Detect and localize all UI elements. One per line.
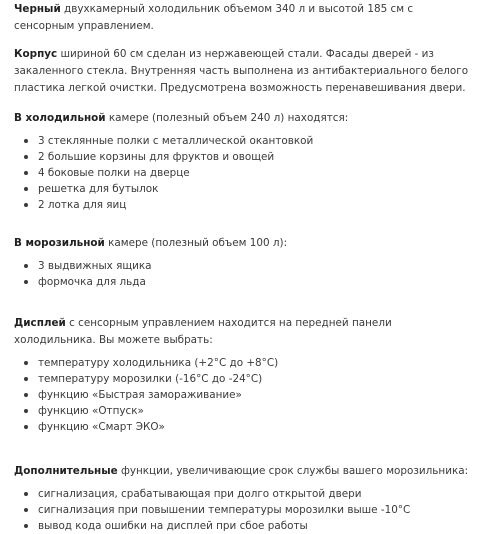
bullet-icon: [24, 524, 28, 528]
bullet-icon: [24, 492, 28, 496]
intro-text: двухкамерный холодильник объемом 340 л и высотой 185 см с сенсорным управлением.: [14, 3, 414, 32]
list-item: сигнализация, срабатывающая при долго открытой двери: [24, 486, 472, 502]
extra-list: [14, 486, 472, 534]
bullet-icon: [24, 409, 28, 413]
fridge-list: [14, 133, 472, 213]
fridge-text: камере (полезный объем 240 л) находятся:: [105, 112, 349, 124]
display-text: с сенсорным управлением находится на передней панели холодильника. Вы можете выбрать:: [14, 317, 392, 346]
list-item: формочка для льда: [24, 274, 472, 290]
list-item: функцию «Отпуск»: [24, 403, 472, 419]
bullet-icon: [24, 155, 28, 159]
list-item: температуру холодильника (+2°С до +8°С): [24, 355, 472, 371]
bullet-icon: [24, 425, 28, 429]
display-list: [14, 355, 472, 435]
list-item: 3 стеклянные полки с металлической окантовкой: [24, 133, 472, 149]
bullet-icon: [24, 377, 28, 381]
intro-paragraph: [14, 1, 472, 35]
list-item: температуру морозилки (-16°С до -24°С): [24, 371, 472, 387]
list-item: 2 лотка для яиц: [24, 197, 472, 213]
list-item: вывод кода ошибки на дисплей при сбое работы: [24, 518, 472, 534]
bullet-icon: [24, 361, 28, 365]
freezer-bold: В морозильной: [14, 237, 105, 249]
bullet-icon: [24, 264, 28, 268]
bullet-icon: [24, 187, 28, 191]
bullet-icon: [24, 203, 28, 207]
bullet-icon: [24, 393, 28, 397]
product-description: [14, 0, 472, 534]
display-bold: Дисплей: [14, 317, 66, 329]
body-bold: Корпус: [14, 48, 58, 60]
list-item: 4 боковые полки на дверце: [24, 165, 472, 181]
extra-bold: Дополнительные: [14, 465, 118, 477]
freezer-text: камере (полезный объем 100 л):: [104, 237, 288, 249]
freezer-list: [14, 258, 472, 290]
list-item: функцию «Быстрая замораживание»: [24, 387, 472, 403]
fridge-bold: В холодильной: [14, 112, 106, 124]
list-item: функцию «Смарт ЭКО»: [24, 419, 472, 435]
extra-heading: [14, 463, 472, 480]
bullet-icon: [24, 280, 28, 284]
bullet-icon: [24, 508, 28, 512]
bullet-icon: [24, 171, 28, 175]
intro-bold: Черный: [14, 3, 61, 15]
list-item: 3 выдвижных ящика: [24, 258, 472, 274]
freezer-heading: [14, 235, 472, 252]
extra-text: функции, увеличивающие срок службы вашего морозильника:: [117, 465, 469, 477]
body-text: шириной 60 см сделан из нержавеющей стали. Фасады дверей - из закаленного стекла. Внутренняя часть выполнена из антибактериального белого пластика легкой очистки. Предусмотрена возможность перенавешивания двери.: [14, 48, 469, 94]
display-heading: [14, 315, 472, 349]
body-paragraph: [14, 46, 472, 97]
list-item: 2 большие корзины для фруктов и овощей: [24, 149, 472, 165]
list-item: сигнализация при повышении температуры морозилки выше -10°С: [24, 502, 472, 518]
fridge-heading: [14, 110, 472, 127]
list-item: решетка для бутылок: [24, 181, 472, 197]
bullet-icon: [24, 139, 28, 143]
